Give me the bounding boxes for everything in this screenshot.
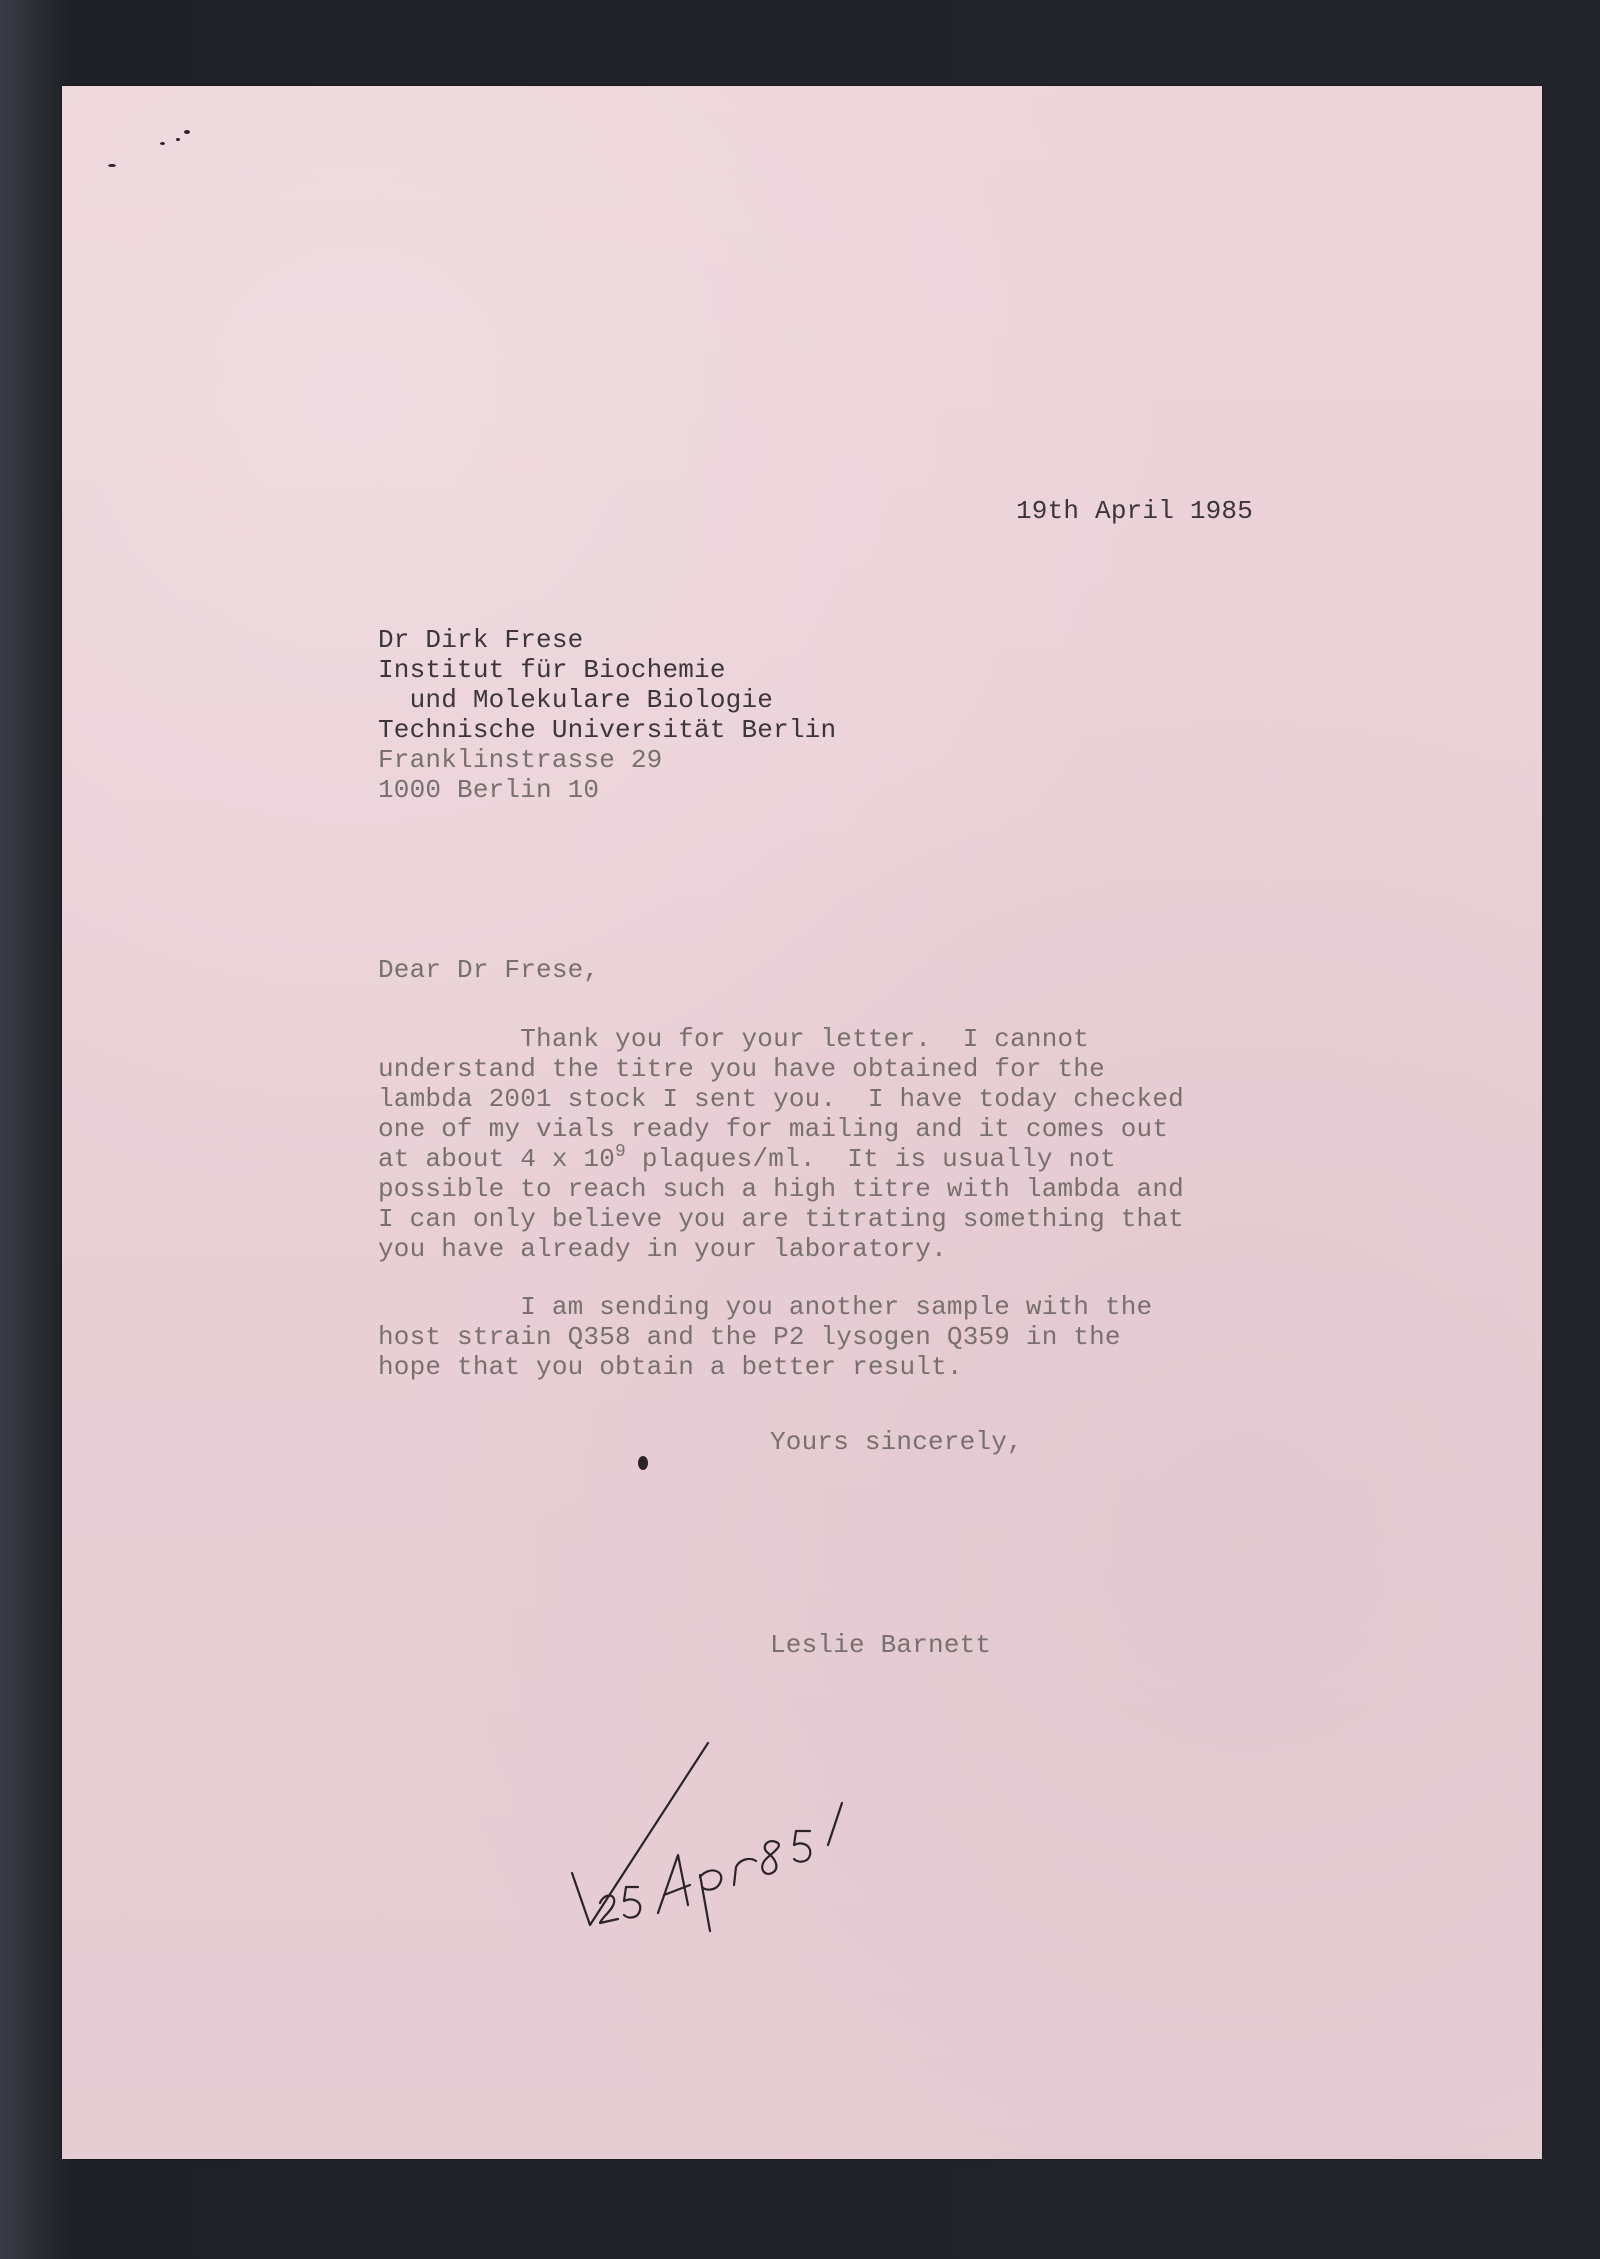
exponent: 9 [615, 1142, 627, 1162]
body-line: host strain Q358 and the P2 lysogen Q359 in the [378, 1322, 1121, 1352]
letter-date: 19th April 1985 [1016, 496, 1254, 526]
ink-speck [638, 1456, 648, 1470]
body-line: hope that you obtain a better result. [378, 1352, 963, 1382]
body-line-rest: plaques/ml. It is usually not [626, 1144, 1116, 1174]
signature-name: Leslie Barnett [770, 1630, 992, 1660]
address-line: Dr Dirk Frese [378, 625, 584, 655]
body-line: lambda 2001 stock I sent you. I have today checked [378, 1084, 1184, 1114]
address-line: Institut für Biochemie [378, 655, 726, 685]
body-line: understand the titre you have obtained for the [378, 1054, 1105, 1084]
address-line: und Molekulare Biologie [378, 685, 774, 715]
body-line: possible to reach such a high titre with lambda and [378, 1174, 1184, 1204]
salutation: Dear Dr Frese, [378, 955, 600, 985]
address-line: Franklinstrasse 29 [378, 745, 663, 775]
body-line: I am sending you another sample with the [378, 1292, 1153, 1322]
body-line: you have already in your laboratory. [378, 1234, 947, 1264]
closing: Yours sincerely, [770, 1427, 1023, 1457]
body-line-start: at about 4 x 10 [378, 1144, 616, 1174]
ink-speck [160, 142, 165, 145]
body-line: I can only believe you are titrating something that [378, 1204, 1184, 1234]
address-line: 1000 Berlin 10 [378, 775, 600, 805]
address-line: Technische Universität Berlin [378, 715, 837, 745]
ink-speck [176, 138, 180, 141]
ink-speck [184, 130, 190, 134]
body-line: Thank you for your letter. I cannot [378, 1024, 1090, 1054]
handwritten-annotation [560, 1735, 900, 1935]
ink-speck [108, 164, 116, 167]
body-line: one of my vials ready for mailing and it comes out [378, 1114, 1169, 1144]
body-line [378, 1144, 1116, 1177]
